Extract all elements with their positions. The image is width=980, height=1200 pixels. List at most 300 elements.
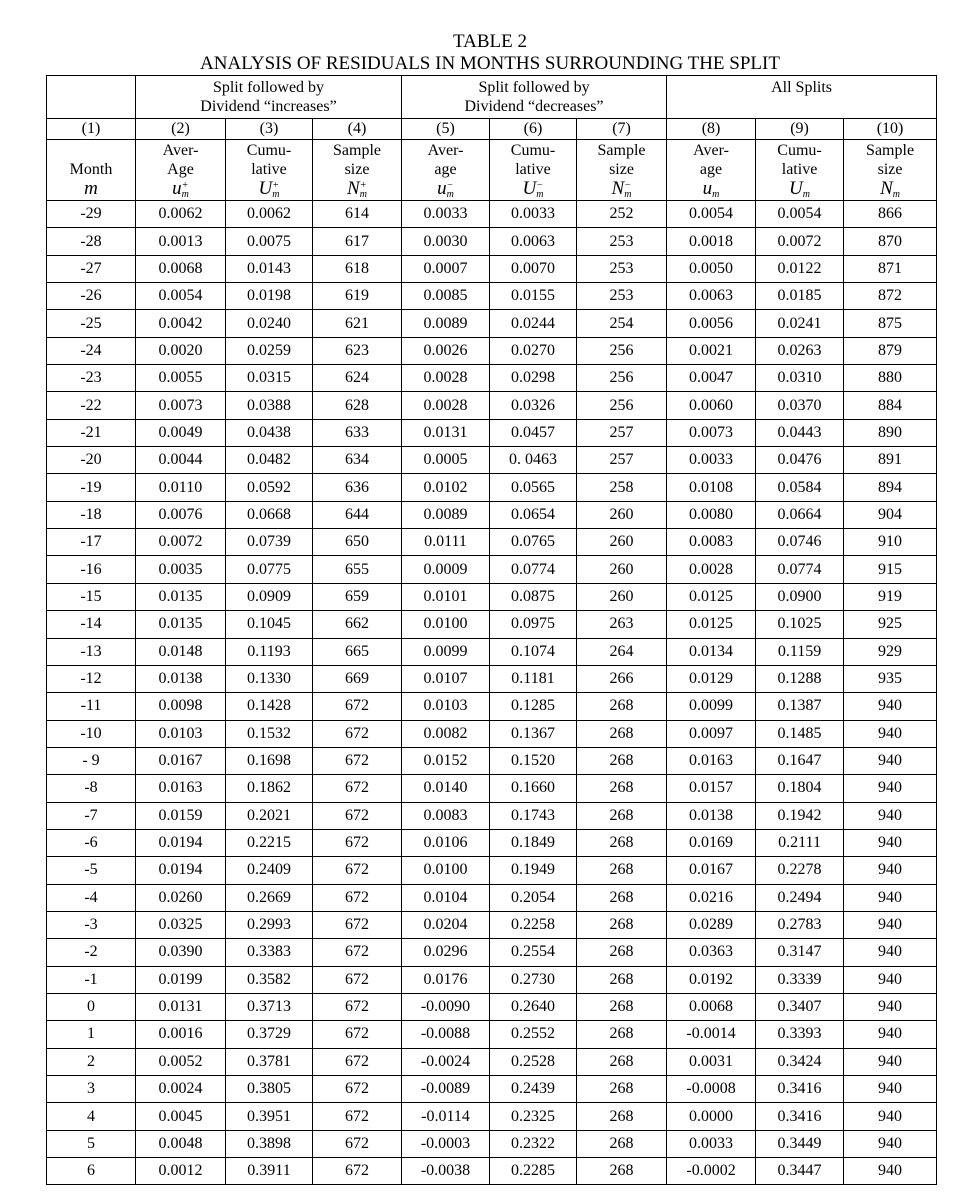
table-cell: -6 — [47, 829, 136, 856]
table-cell: 0.0089 — [402, 501, 490, 528]
table-cell: 0.1849 — [490, 829, 577, 856]
table-cell: 0.0108 — [667, 474, 756, 501]
table-cell: 0.0774 — [756, 556, 844, 583]
table-cell: 0.1942 — [756, 802, 844, 829]
table-cell: 0.3407 — [756, 993, 844, 1020]
header-line1: Sample — [866, 141, 915, 159]
table-cell: 0.3781 — [226, 1048, 313, 1075]
table-cell: -0.0008 — [667, 1076, 756, 1103]
table-cell: 268 — [577, 1048, 667, 1075]
table-cell: 0.0028 — [402, 392, 490, 419]
header-line2: lative — [515, 160, 551, 178]
table-cell: 0.0260 — [136, 884, 226, 911]
table-cell: 0.0129 — [667, 665, 756, 692]
table-cell: 0.1330 — [226, 665, 313, 692]
table-cell: 650 — [313, 529, 402, 556]
table-cell: 617 — [313, 228, 402, 255]
table-cell: -2 — [47, 939, 136, 966]
table-cell: 0.1045 — [226, 611, 313, 638]
table-row — [47, 583, 937, 610]
header-symbol-sup: + — [181, 180, 189, 192]
table-cell: 0.0063 — [490, 228, 577, 255]
table-cell: 0.0033 — [667, 1130, 756, 1157]
table-cell: 268 — [577, 911, 667, 938]
table-cell: 672 — [313, 939, 402, 966]
column-number-row — [47, 119, 937, 140]
table-cell: -18 — [47, 501, 136, 528]
table-cell: 935 — [844, 665, 937, 692]
table-cell: 0.0438 — [226, 419, 313, 446]
table-cell: 634 — [313, 447, 402, 474]
table-cell: 0.0134 — [667, 638, 756, 665]
header-symbol — [226, 179, 312, 199]
table-cell: 0.0104 — [402, 884, 490, 911]
table-cell: 0.0089 — [402, 310, 490, 337]
table-cell: 0.0270 — [490, 337, 577, 364]
header-line2: size — [344, 160, 370, 178]
header-symbol-letter: U — [522, 177, 537, 199]
table-cell: 0.3424 — [756, 1048, 844, 1075]
table-cell: 0.3449 — [756, 1130, 844, 1157]
table-cell: 672 — [313, 1021, 402, 1048]
table-cell: -12 — [47, 665, 136, 692]
header-symbol-scripts — [893, 181, 900, 199]
table-cell: 256 — [577, 365, 667, 392]
column-number: (6) — [490, 119, 577, 140]
table-cell: 672 — [313, 720, 402, 747]
table-cell: 940 — [844, 1076, 937, 1103]
table-cell: 0.0167 — [667, 857, 756, 884]
header-symbol — [136, 179, 225, 199]
table-cell: 0.1367 — [490, 720, 577, 747]
column-number: (9) — [756, 119, 844, 140]
table-cell: 0.1532 — [226, 720, 313, 747]
table-cell: 0.0045 — [136, 1103, 226, 1130]
table-cell: 0.0216 — [667, 884, 756, 911]
table-cell: 0.3898 — [226, 1130, 313, 1157]
table-cell: 0.0054 — [756, 201, 844, 228]
table-cell: 0.3447 — [756, 1158, 844, 1185]
table-row — [47, 337, 937, 364]
table-cell: 614 — [313, 201, 402, 228]
table-cell: -3 — [47, 911, 136, 938]
column-number: (2) — [136, 119, 226, 140]
table-cell: 0.0033 — [402, 201, 490, 228]
table-cell: 0.0028 — [667, 556, 756, 583]
table-cell: -25 — [47, 310, 136, 337]
column-number: (7) — [577, 119, 667, 140]
header-symbol-letter: U — [258, 177, 273, 199]
column-header — [667, 140, 756, 201]
header-symbol-letter: u — [702, 177, 713, 199]
table-cell: 0.0049 — [136, 419, 226, 446]
header-symbol-letter: U — [789, 177, 803, 199]
header-symbol-scripts — [360, 181, 367, 199]
table-cell: 268 — [577, 829, 667, 856]
table-cell: 263 — [577, 611, 667, 638]
table-cell: 268 — [577, 693, 667, 720]
table-cell: 268 — [577, 720, 667, 747]
table-cell: 0.0070 — [490, 255, 577, 282]
table-cell: -28 — [47, 228, 136, 255]
table-row — [47, 993, 937, 1020]
table-cell: 672 — [313, 829, 402, 856]
table-cell: -0.0002 — [667, 1158, 756, 1185]
table-row — [47, 857, 937, 884]
table-cell: 0.0035 — [136, 556, 226, 583]
header-symbol-scripts — [447, 181, 454, 199]
table-cell: 0.0020 — [136, 337, 226, 364]
header-symbol-scripts — [803, 181, 810, 199]
table-cell: -20 — [47, 447, 136, 474]
table-cell: 665 — [313, 638, 402, 665]
header-line1: Cumu- — [777, 141, 822, 159]
table-cell: 940 — [844, 884, 937, 911]
table-row — [47, 365, 937, 392]
table-cell: 0.0241 — [756, 310, 844, 337]
table-cell: 254 — [577, 310, 667, 337]
table-number: TABLE 2 — [453, 31, 527, 52]
table-cell: 257 — [577, 447, 667, 474]
table-cell: -13 — [47, 638, 136, 665]
table-cell: 0.0047 — [667, 365, 756, 392]
header-symbol — [402, 179, 489, 199]
table-cell: 672 — [313, 966, 402, 993]
column-header — [313, 140, 402, 201]
table-cell: 0.0111 — [402, 529, 490, 556]
table-cell: 0.0152 — [402, 747, 490, 774]
table-cell: 940 — [844, 1048, 937, 1075]
header-symbol-sub: m — [359, 189, 367, 201]
header-symbol-sup: − — [446, 180, 454, 192]
table-cell: 672 — [313, 857, 402, 884]
table-cell: 940 — [844, 1158, 937, 1185]
table-cell: 0.1285 — [490, 693, 577, 720]
table-cell: 940 — [844, 693, 937, 720]
table-cell: 0.0204 — [402, 911, 490, 938]
table-cell: 940 — [844, 802, 937, 829]
table-row — [47, 1048, 937, 1075]
group-header-increases — [136, 76, 402, 119]
table-cell: 0.3729 — [226, 1021, 313, 1048]
table-cell: 0.0457 — [490, 419, 577, 446]
table-row — [47, 556, 937, 583]
table-cell: 0.0167 — [136, 747, 226, 774]
table-cell: 0.0072 — [136, 529, 226, 556]
table-cell: 0.0060 — [667, 392, 756, 419]
table-cell: 875 — [844, 310, 937, 337]
table-cell: 672 — [313, 884, 402, 911]
table-cell: -1 — [47, 966, 136, 993]
column-header — [844, 140, 937, 201]
header-symbol-sub: m — [624, 189, 632, 201]
table-cell: 0.0103 — [136, 720, 226, 747]
header-line2: age — [434, 160, 457, 178]
table-cell: 0.0159 — [136, 802, 226, 829]
column-header — [577, 140, 667, 201]
header-symbol-sup: − — [624, 180, 631, 192]
table-row — [47, 884, 937, 911]
table-cell: 0.2215 — [226, 829, 313, 856]
table-cell: 0.1025 — [756, 611, 844, 638]
table-cell: 0.0592 — [226, 474, 313, 501]
table-cell: 0.0110 — [136, 474, 226, 501]
table-cell: 0.2640 — [490, 993, 577, 1020]
table-cell: 0.0068 — [667, 993, 756, 1020]
table-cell: 0.0443 — [756, 419, 844, 446]
table-cell: 672 — [313, 775, 402, 802]
column-header-row — [47, 140, 937, 201]
table-cell: -11 — [47, 693, 136, 720]
table-cell: 0.0975 — [490, 611, 577, 638]
table-cell: 0.0080 — [667, 501, 756, 528]
table-cell: 0.0194 — [136, 857, 226, 884]
table-cell: 672 — [313, 911, 402, 938]
table-cell: 0.2494 — [756, 884, 844, 911]
table-cell: 0.0021 — [667, 337, 756, 364]
table-cell: -26 — [47, 283, 136, 310]
table-cell: 0.2322 — [490, 1130, 577, 1157]
table-cell: 0.2054 — [490, 884, 577, 911]
table-cell: 4 — [47, 1103, 136, 1130]
table-cell: 0.0030 — [402, 228, 490, 255]
column-header — [136, 140, 226, 201]
table-cell: -15 — [47, 583, 136, 610]
table-cell: 0.0103 — [402, 693, 490, 720]
table-cell: -14 — [47, 611, 136, 638]
header-line2: lative — [251, 160, 287, 178]
table-cell: 0.0097 — [667, 720, 756, 747]
table-cell: 264 — [577, 638, 667, 665]
table-cell: 0.0370 — [756, 392, 844, 419]
header-symbol-sub: m — [536, 189, 544, 201]
table-cell: 0.0482 — [226, 447, 313, 474]
table-cell: 0.0900 — [756, 583, 844, 610]
table-row — [47, 1021, 937, 1048]
table-cell: 0.0101 — [402, 583, 490, 610]
column-header — [402, 140, 490, 201]
table-cell: 0.0198 — [226, 283, 313, 310]
table-cell: 0.0131 — [136, 993, 226, 1020]
table-cell: 5 — [47, 1130, 136, 1157]
header-symbol — [667, 179, 755, 199]
table-row — [47, 501, 937, 528]
table-cell: 268 — [577, 939, 667, 966]
table-cell: 0.0140 — [402, 775, 490, 802]
table-cell: 659 — [313, 583, 402, 610]
table-cell: 0.0135 — [136, 583, 226, 610]
table-cell: 0.3416 — [756, 1076, 844, 1103]
table-cell: -0.0003 — [402, 1130, 490, 1157]
header-line2: Month — [69, 161, 113, 178]
table-cell: 884 — [844, 392, 937, 419]
table-cell: 655 — [313, 556, 402, 583]
table-cell: 0.0063 — [667, 283, 756, 310]
header-symbol — [577, 179, 666, 199]
table-cell: 0.0062 — [136, 201, 226, 228]
table-cell: -0.0088 — [402, 1021, 490, 1048]
table-cell: 0.2669 — [226, 884, 313, 911]
column-number: (1) — [47, 119, 136, 140]
header-symbol-letter: N — [880, 177, 893, 199]
table-cell: -8 — [47, 775, 136, 802]
header-line1: Aver- — [162, 141, 199, 159]
table-cell: 0.1193 — [226, 638, 313, 665]
table-cell: 0.0044 — [136, 447, 226, 474]
table-cell: 0.1428 — [226, 693, 313, 720]
header-line2: size — [877, 160, 903, 178]
header-symbol-sub: m — [446, 189, 454, 201]
table-cell: 672 — [313, 1103, 402, 1130]
table-row — [47, 310, 937, 337]
table-cell: 669 — [313, 665, 402, 692]
table-row — [47, 939, 937, 966]
table-cell: 0.0155 — [490, 283, 577, 310]
column-number: (10) — [844, 119, 937, 140]
table-cell: 619 — [313, 283, 402, 310]
group-increases-line1: Split followed by — [212, 79, 325, 96]
table-cell: -0.0024 — [402, 1048, 490, 1075]
table-cell: 258 — [577, 474, 667, 501]
table-cell: 260 — [577, 556, 667, 583]
header-symbol — [313, 179, 401, 199]
table-cell: 3 — [47, 1076, 136, 1103]
column-header — [490, 140, 577, 201]
table-cell: 0.0028 — [402, 365, 490, 392]
table-cell: 0.0054 — [136, 283, 226, 310]
table-cell: 0.3713 — [226, 993, 313, 1020]
header-symbol — [490, 179, 576, 199]
table-cell: 0.2325 — [490, 1103, 577, 1130]
table-cell: 0.0082 — [402, 720, 490, 747]
table-cell: 268 — [577, 1158, 667, 1185]
table-row — [47, 802, 937, 829]
header-symbol-letter: N — [611, 177, 625, 199]
table-cell: 0.0033 — [667, 447, 756, 474]
table-cell: 0.2730 — [490, 966, 577, 993]
table-cell: 940 — [844, 1103, 937, 1130]
table-cell: 871 — [844, 255, 937, 282]
table-cell: 890 — [844, 419, 937, 446]
table-cell: 0.2439 — [490, 1076, 577, 1103]
table-cell: 0.0163 — [667, 747, 756, 774]
table-cell: 0.3582 — [226, 966, 313, 993]
table-cell: 940 — [844, 747, 937, 774]
table-cell: -17 — [47, 529, 136, 556]
table-cell: 0.0076 — [136, 501, 226, 528]
table-cell: 0.0106 — [402, 829, 490, 856]
table-cell: 0.0013 — [136, 228, 226, 255]
table-cell: 0.3339 — [756, 966, 844, 993]
header-symbol-sup: + — [272, 180, 279, 192]
table-cell: -24 — [47, 337, 136, 364]
table-row — [47, 447, 937, 474]
table-cell: 0.3383 — [226, 939, 313, 966]
table-cell: 256 — [577, 392, 667, 419]
table-cell: 260 — [577, 501, 667, 528]
header-line2: Age — [167, 160, 194, 178]
table-cell: 0.0388 — [226, 392, 313, 419]
table-cell: 672 — [313, 802, 402, 829]
header-symbol-scripts — [624, 181, 631, 199]
table-row — [47, 911, 937, 938]
column-header — [47, 140, 136, 201]
table-cell: 0.0326 — [490, 392, 577, 419]
table-cell: 940 — [844, 966, 937, 993]
table-cell: 0.0100 — [402, 611, 490, 638]
table-cell: 0.0289 — [667, 911, 756, 938]
table-cell: 0.0098 — [136, 693, 226, 720]
table-cell: 268 — [577, 857, 667, 884]
table-cell: 0.0099 — [667, 693, 756, 720]
table-cell: 0.0042 — [136, 310, 226, 337]
table-cell: 252 — [577, 201, 667, 228]
table-cell: 0.2993 — [226, 911, 313, 938]
table-cell: 0.3951 — [226, 1103, 313, 1130]
table-cell: 672 — [313, 1048, 402, 1075]
table-cell: 891 — [844, 447, 937, 474]
table-cell: -23 — [47, 365, 136, 392]
table-cell: 672 — [313, 747, 402, 774]
table-cell: 256 — [577, 337, 667, 364]
table-cell: 624 — [313, 365, 402, 392]
table-cell: 0.0192 — [667, 966, 756, 993]
table-cell: 0.1804 — [756, 775, 844, 802]
table-cell: 0.0009 — [402, 556, 490, 583]
table-cell: 0.1181 — [490, 665, 577, 692]
table-cell: 0.0169 — [667, 829, 756, 856]
table-cell: 260 — [577, 529, 667, 556]
table-row — [47, 419, 937, 446]
table-cell: 268 — [577, 884, 667, 911]
table-cell: 0.0107 — [402, 665, 490, 692]
table-cell: 0.0199 — [136, 966, 226, 993]
table-cell: 0.0390 — [136, 939, 226, 966]
table-cell: -10 — [47, 720, 136, 747]
table-cell: 628 — [313, 392, 402, 419]
table-cell: 0.3911 — [226, 1158, 313, 1185]
table-row — [47, 611, 937, 638]
table-row — [47, 1158, 937, 1185]
table-cell: 940 — [844, 829, 937, 856]
table-cell: 0.0244 — [490, 310, 577, 337]
table-cell: 268 — [577, 747, 667, 774]
table-row — [47, 638, 937, 665]
header-symbol — [844, 179, 936, 199]
table-cell: 0.0746 — [756, 529, 844, 556]
table-cell: 866 — [844, 201, 937, 228]
table-cell: 618 — [313, 255, 402, 282]
table-cell: 0.0138 — [667, 802, 756, 829]
table-cell: 6 — [47, 1158, 136, 1185]
header-symbol-sub: m — [181, 189, 189, 201]
table-cell: 0.0073 — [136, 392, 226, 419]
table-cell: 0.3147 — [756, 939, 844, 966]
table-cell: 268 — [577, 802, 667, 829]
table-cell: 0.0000 — [667, 1103, 756, 1130]
table-row — [47, 228, 937, 255]
table-cell: 0.0050 — [667, 255, 756, 282]
table-row — [47, 201, 937, 228]
table-cell: 925 — [844, 611, 937, 638]
table-cell: 940 — [844, 720, 937, 747]
table-cell: 0.3393 — [756, 1021, 844, 1048]
table-cell: 623 — [313, 337, 402, 364]
table-cell: 0.3416 — [756, 1103, 844, 1130]
table-cell: 0.0668 — [226, 501, 313, 528]
table-cell: 940 — [844, 911, 937, 938]
table-row — [47, 529, 937, 556]
